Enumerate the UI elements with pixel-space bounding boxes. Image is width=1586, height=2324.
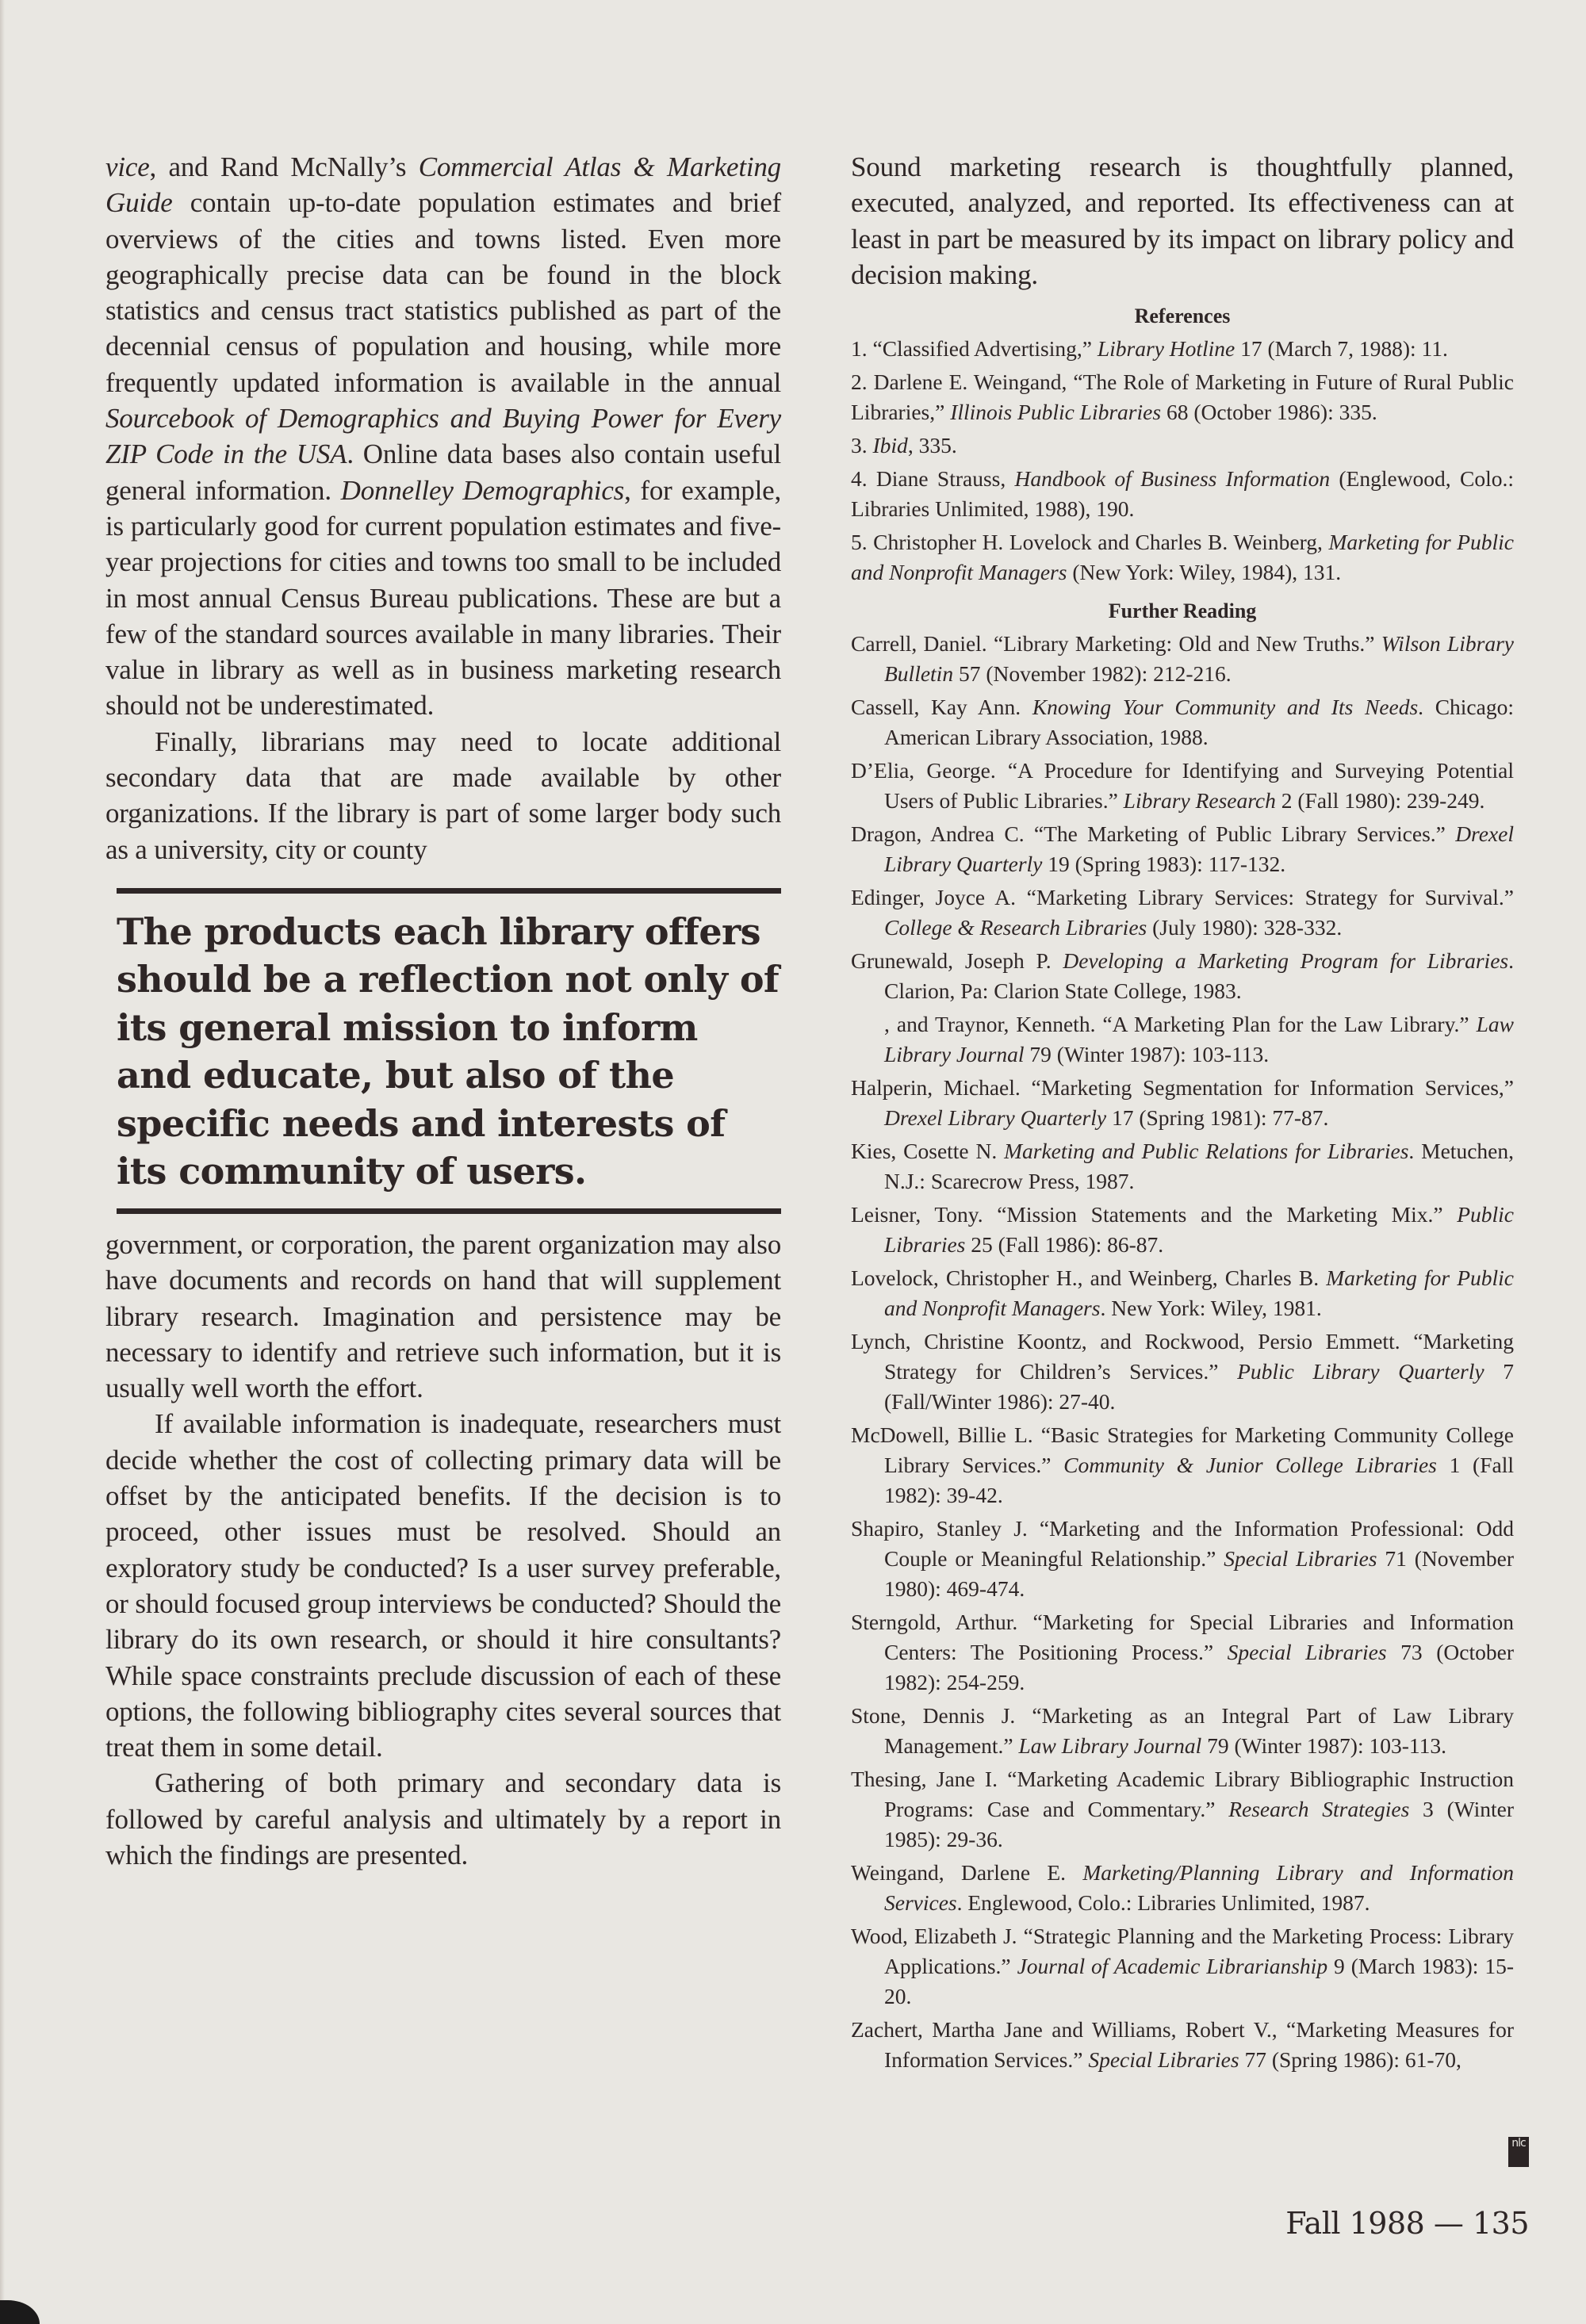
italic-title: Special Libraries	[1227, 1640, 1387, 1665]
body-paragraph	[105, 724, 781, 867]
further-reading-item	[851, 1858, 1514, 1918]
further-reading-item	[851, 1263, 1514, 1323]
italic-title: Special Libraries	[1224, 1546, 1377, 1572]
left-body-paragraphs	[105, 149, 781, 867]
italic-title: Law Library Journal	[884, 1012, 1514, 1067]
text-run: Carrell, Daniel. “Library Marketing: Old and New Truths.”	[851, 631, 1381, 657]
text-run: Dragon, Andrea C. “The Marketing of Public Library Services.”	[851, 821, 1456, 847]
text-run: Leisner, Tony. “Mission Statements and the Marketing Mix.”	[851, 1202, 1458, 1227]
text-run: 73 (October 1982): 254-259.	[884, 1640, 1514, 1695]
text-run: contain up-to-date population estimates and brief overviews of the cities and towns listed. Even more geographically precise data can be found in the block statistics and census tract statistics published as part of the decennial census of population and housing, while more frequently updated information is available in the annual	[105, 187, 781, 398]
text-run: 1 (Fall 1982): 39-42.	[884, 1453, 1514, 1508]
text-run: 7 (Fall/Winter 1986): 27-40.	[884, 1359, 1515, 1415]
text-run: Halperin, Michael. “Marketing Segmentation for Information Services,”	[851, 1075, 1514, 1101]
text-run: Finally, librarians may need to locate additional secondary data that are made available by other organizations. If the library is part of some larger body such as a university, city or county	[105, 726, 781, 865]
further-reading-item	[851, 629, 1514, 689]
further-reading-item	[851, 1701, 1514, 1761]
italic-title: Public Library Quarterly	[1237, 1359, 1484, 1384]
text-run: 2 (Fall 1980): 239-249.	[1275, 788, 1485, 814]
pull-quote-text: The products each library offers should be a reflection not only of its general mission to inform and educate, but also of the specific needs and interests of its community of users.	[117, 909, 780, 1193]
italic-title: Marketing for Public and Nonprofit Managers	[884, 1265, 1514, 1321]
text-run: Weingand, Darlene E.	[851, 1860, 1083, 1886]
italic-title: Sourcebook of Demographics and Buying Power for Every ZIP Code in the USA	[105, 403, 781, 470]
body-paragraph	[105, 1765, 781, 1873]
further-reading-item	[851, 1514, 1514, 1604]
text-run: , and Rand McNally’s	[149, 151, 419, 182]
italic-title: Journal of Academic Librarianship	[1017, 1954, 1328, 1979]
further-reading-item	[851, 1136, 1514, 1196]
text-run: 9 (March 1983): 15-20.	[884, 1954, 1514, 2009]
text-run: Stone, Dennis J. “Marketing as an Integral Part of Law Library Management.”	[851, 1703, 1514, 1759]
reference-item	[851, 367, 1514, 427]
italic-title: Donnelley Demographics	[340, 474, 625, 506]
text-run: 2. Darlene E. Weingand, “The Role of Marketing in Future of Rural Public Libraries,”	[851, 369, 1514, 425]
text-run: 71 (November 1980): 469-474.	[884, 1546, 1514, 1602]
text-run: Zachert, Martha Jane and Williams, Robert V., “Marketing Measures for Information Services.”	[851, 2017, 1514, 2073]
text-run: . Clarion, Pa: Clarion State College, 1983.	[884, 948, 1514, 1004]
further-reading-item	[851, 1607, 1514, 1698]
text-run: , and Traynor, Kenneth. “A Marketing Plan for the Law Library.”	[884, 1012, 1477, 1037]
closing-paragraph: Sound marketing research is thoughtfully planned, executed, analyzed, and reported. Its effectiveness can at least in part be measured by its impact on library policy and decision making.	[851, 151, 1514, 290]
text-run: Kies, Cosette N.	[851, 1139, 1005, 1164]
text-run: 57 (November 1982): 212-216.	[953, 661, 1232, 687]
text-run: 5. Christopher H. Lovelock and Charles B. Weinberg,	[851, 530, 1329, 555]
italic-title: Commercial Atlas & Marketing Guide	[105, 151, 781, 219]
text-run: 3.	[851, 433, 873, 458]
text-run: 79 (Winter 1987): 103-113.	[1024, 1042, 1270, 1067]
further-reading-item	[851, 1764, 1514, 1855]
further-reading-item	[851, 692, 1514, 752]
italic-title: Knowing Your Community and Its Needs	[1032, 695, 1419, 720]
text-run: 79 (Winter 1987): 103-113.	[1201, 1733, 1446, 1759]
text-run: 1. “Classified Advertising,”	[851, 336, 1098, 362]
text-run: 68 (October 1986): 335.	[1161, 400, 1377, 425]
text-run: Grunewald, Joseph P.	[851, 948, 1063, 974]
text-run: D’Elia, George. “A Procedure for Identifying and Surveying Potential Users of Public Libraries.”	[851, 758, 1514, 814]
nlc-logo-icon: nlc	[1508, 2137, 1529, 2167]
scan-corner-shadow	[0, 2300, 40, 2324]
reference-item	[851, 527, 1514, 588]
body-paragraph	[105, 1406, 781, 1765]
italic-title: Drexel Library Quarterly	[884, 821, 1514, 877]
text-run: . Englewood, Colo.: Libraries Unlimited, 1987.	[956, 1890, 1370, 1916]
italic-title: Marketing and Public Relations for Libraries	[1004, 1139, 1409, 1164]
text-run: Cassell, Kay Ann.	[851, 695, 1032, 720]
italic-title: Library Hotline	[1097, 336, 1235, 362]
text-run: . New York: Wiley, 1981.	[1100, 1296, 1322, 1321]
italic-title: Developing a Marketing Program for Libraries	[1063, 948, 1509, 974]
references-list	[851, 334, 1514, 588]
text-run: 3 (Winter 1985): 29-36.	[884, 1797, 1514, 1852]
text-run: . Metuchen, N.J.: Scarecrow Press, 1987.	[884, 1139, 1514, 1194]
text-run: 77 (Spring 1986): 61-70,	[1239, 2047, 1461, 2073]
italic-title: Illinois Public Libraries	[950, 400, 1162, 425]
text-run: Shapiro, Stanley J. “Marketing and the Information Professional: Odd Couple or Meaningful Relationship.”	[851, 1516, 1514, 1572]
reference-item	[851, 431, 1514, 461]
text-run: Wood, Elizabeth J. “Strategic Planning and the Marketing Process: Library Applications.”	[851, 1924, 1514, 1979]
further-reading-list	[851, 629, 1514, 2075]
text-run: 17 (March 7, 1988): 11.	[1235, 336, 1448, 362]
text-run: government, or corporation, the parent organization may also have documents and records on hand that will supplement library research. Imagination and persistence may be necessary to identify and retrieve such information, but it is usually well worth the effort.	[105, 1228, 781, 1404]
text-run: Sterngold, Arthur. “Marketing for Special Libraries and Information Centers: The Positioning Process.”	[851, 1610, 1514, 1665]
italic-title: Marketing for Public and Nonprofit Managers	[851, 530, 1514, 585]
italic-title: Wilson Library Bulletin	[884, 631, 1514, 687]
further-reading-item	[851, 1009, 1514, 1070]
pull-quote	[117, 888, 781, 1214]
text-run: If available information is inadequate, researchers must decide whether the cost of collecting primary data will be offset by the anticipated benefits. If the decision is to proceed, other issues must be resolved. Should an exploratory study be conducted? Is a user survey preferable, or should focused group interviews be conducted? Should the library do its own research, or should it hire consultants? While space constraints preclude discussion of each of these options, the following bibliography cites several sources that treat them in some detail.	[105, 1408, 781, 1763]
italic-title: Community & Junior College Libraries	[1063, 1453, 1437, 1478]
text-run: Gathering of both primary and secondary data is followed by careful analysis and ultimately by a report in which the findings are presented.	[105, 1767, 781, 1870]
further-reading-item	[851, 819, 1514, 879]
text-run: , 335.	[907, 433, 957, 458]
italic-title: Law Library Journal	[1018, 1733, 1202, 1759]
left-body-paragraphs-continued	[105, 1227, 781, 1873]
text-run: McDowell, Billie L. “Basic Strategies for Marketing Community College Library Services.”	[851, 1422, 1514, 1478]
text-run: (Englewood, Colo.: Libraries Unlimited, 1988), 190.	[851, 466, 1514, 522]
text-run: Edinger, Joyce A. “Marketing Library Services: Strategy for Survival.”	[851, 885, 1514, 910]
text-run: , for example, is particularly good for current population estimates and five-year projections for cities and towns too small to be included in most annual Census Bureau publications. These are but a few of the standard sources available in many libraries. Their value in library as well as in business marketing research should not be underestimated.	[105, 474, 782, 722]
further-reading-item	[851, 756, 1514, 816]
further-reading-item	[851, 1327, 1514, 1417]
italic-title: Ibid	[872, 433, 908, 458]
further-reading-item	[851, 883, 1514, 943]
italic-title: Research Strategies	[1228, 1797, 1410, 1822]
further-reading-item	[851, 1420, 1514, 1510]
references-heading: References	[1134, 304, 1231, 328]
italic-title: Handbook of Business Information	[1014, 466, 1331, 492]
text-run: 4. Diane Strauss,	[851, 466, 1015, 492]
page-folio: Fall 1988 — 135	[1285, 2206, 1529, 2241]
left-column	[105, 149, 781, 1873]
text-run: 25 (Fall 1986): 86-87.	[965, 1232, 1164, 1258]
reference-item	[851, 464, 1514, 524]
page-edge-shadow	[0, 0, 5, 2324]
italic-title: Drexel Library Quarterly	[884, 1105, 1107, 1131]
italic-title: vice	[105, 151, 150, 182]
text-run: . Chicago: American Library Association, 1988.	[884, 695, 1514, 750]
italic-title: Library Research	[1123, 788, 1276, 814]
italic-title: Special Libraries	[1088, 2047, 1239, 2073]
reference-item	[851, 334, 1514, 364]
body-paragraph	[105, 1227, 781, 1406]
text-run: (New York: Wiley, 1984), 131.	[1067, 560, 1342, 585]
text-run: Lovelock, Christopher H., and Weinberg, Charles B.	[851, 1265, 1327, 1291]
text-run: Lynch, Christine Koontz, and Rockwood, Persio Emmett. “Marketing Strategy for Children’s Services.”	[851, 1329, 1514, 1384]
body-paragraph	[105, 149, 781, 724]
further-reading-item	[851, 1073, 1514, 1133]
text-run: 19 (Spring 1983): 117-132.	[1042, 852, 1286, 877]
further-reading-item	[851, 1200, 1514, 1260]
text-run: . Online data bases also contain useful general information.	[105, 438, 781, 506]
text-run: (July 1980): 328-332.	[1147, 915, 1343, 940]
further-reading-item	[851, 1921, 1514, 2012]
italic-title: College & Research Libraries	[884, 915, 1147, 940]
italic-title: Marketing/Planning Library and Information Services	[884, 1860, 1514, 1916]
italic-title: Public Libraries	[884, 1202, 1514, 1258]
text-run: 17 (Spring 1981): 77-87.	[1106, 1105, 1329, 1131]
right-column	[851, 149, 1514, 2078]
further-reading-item	[851, 2015, 1514, 2075]
further-reading-item	[851, 946, 1514, 1006]
text-run: Thesing, Jane I. “Marketing Academic Library Bibliographic Instruction Programs: Case and Commentary.”	[851, 1767, 1514, 1822]
further-reading-heading: Further Reading	[1108, 599, 1257, 623]
